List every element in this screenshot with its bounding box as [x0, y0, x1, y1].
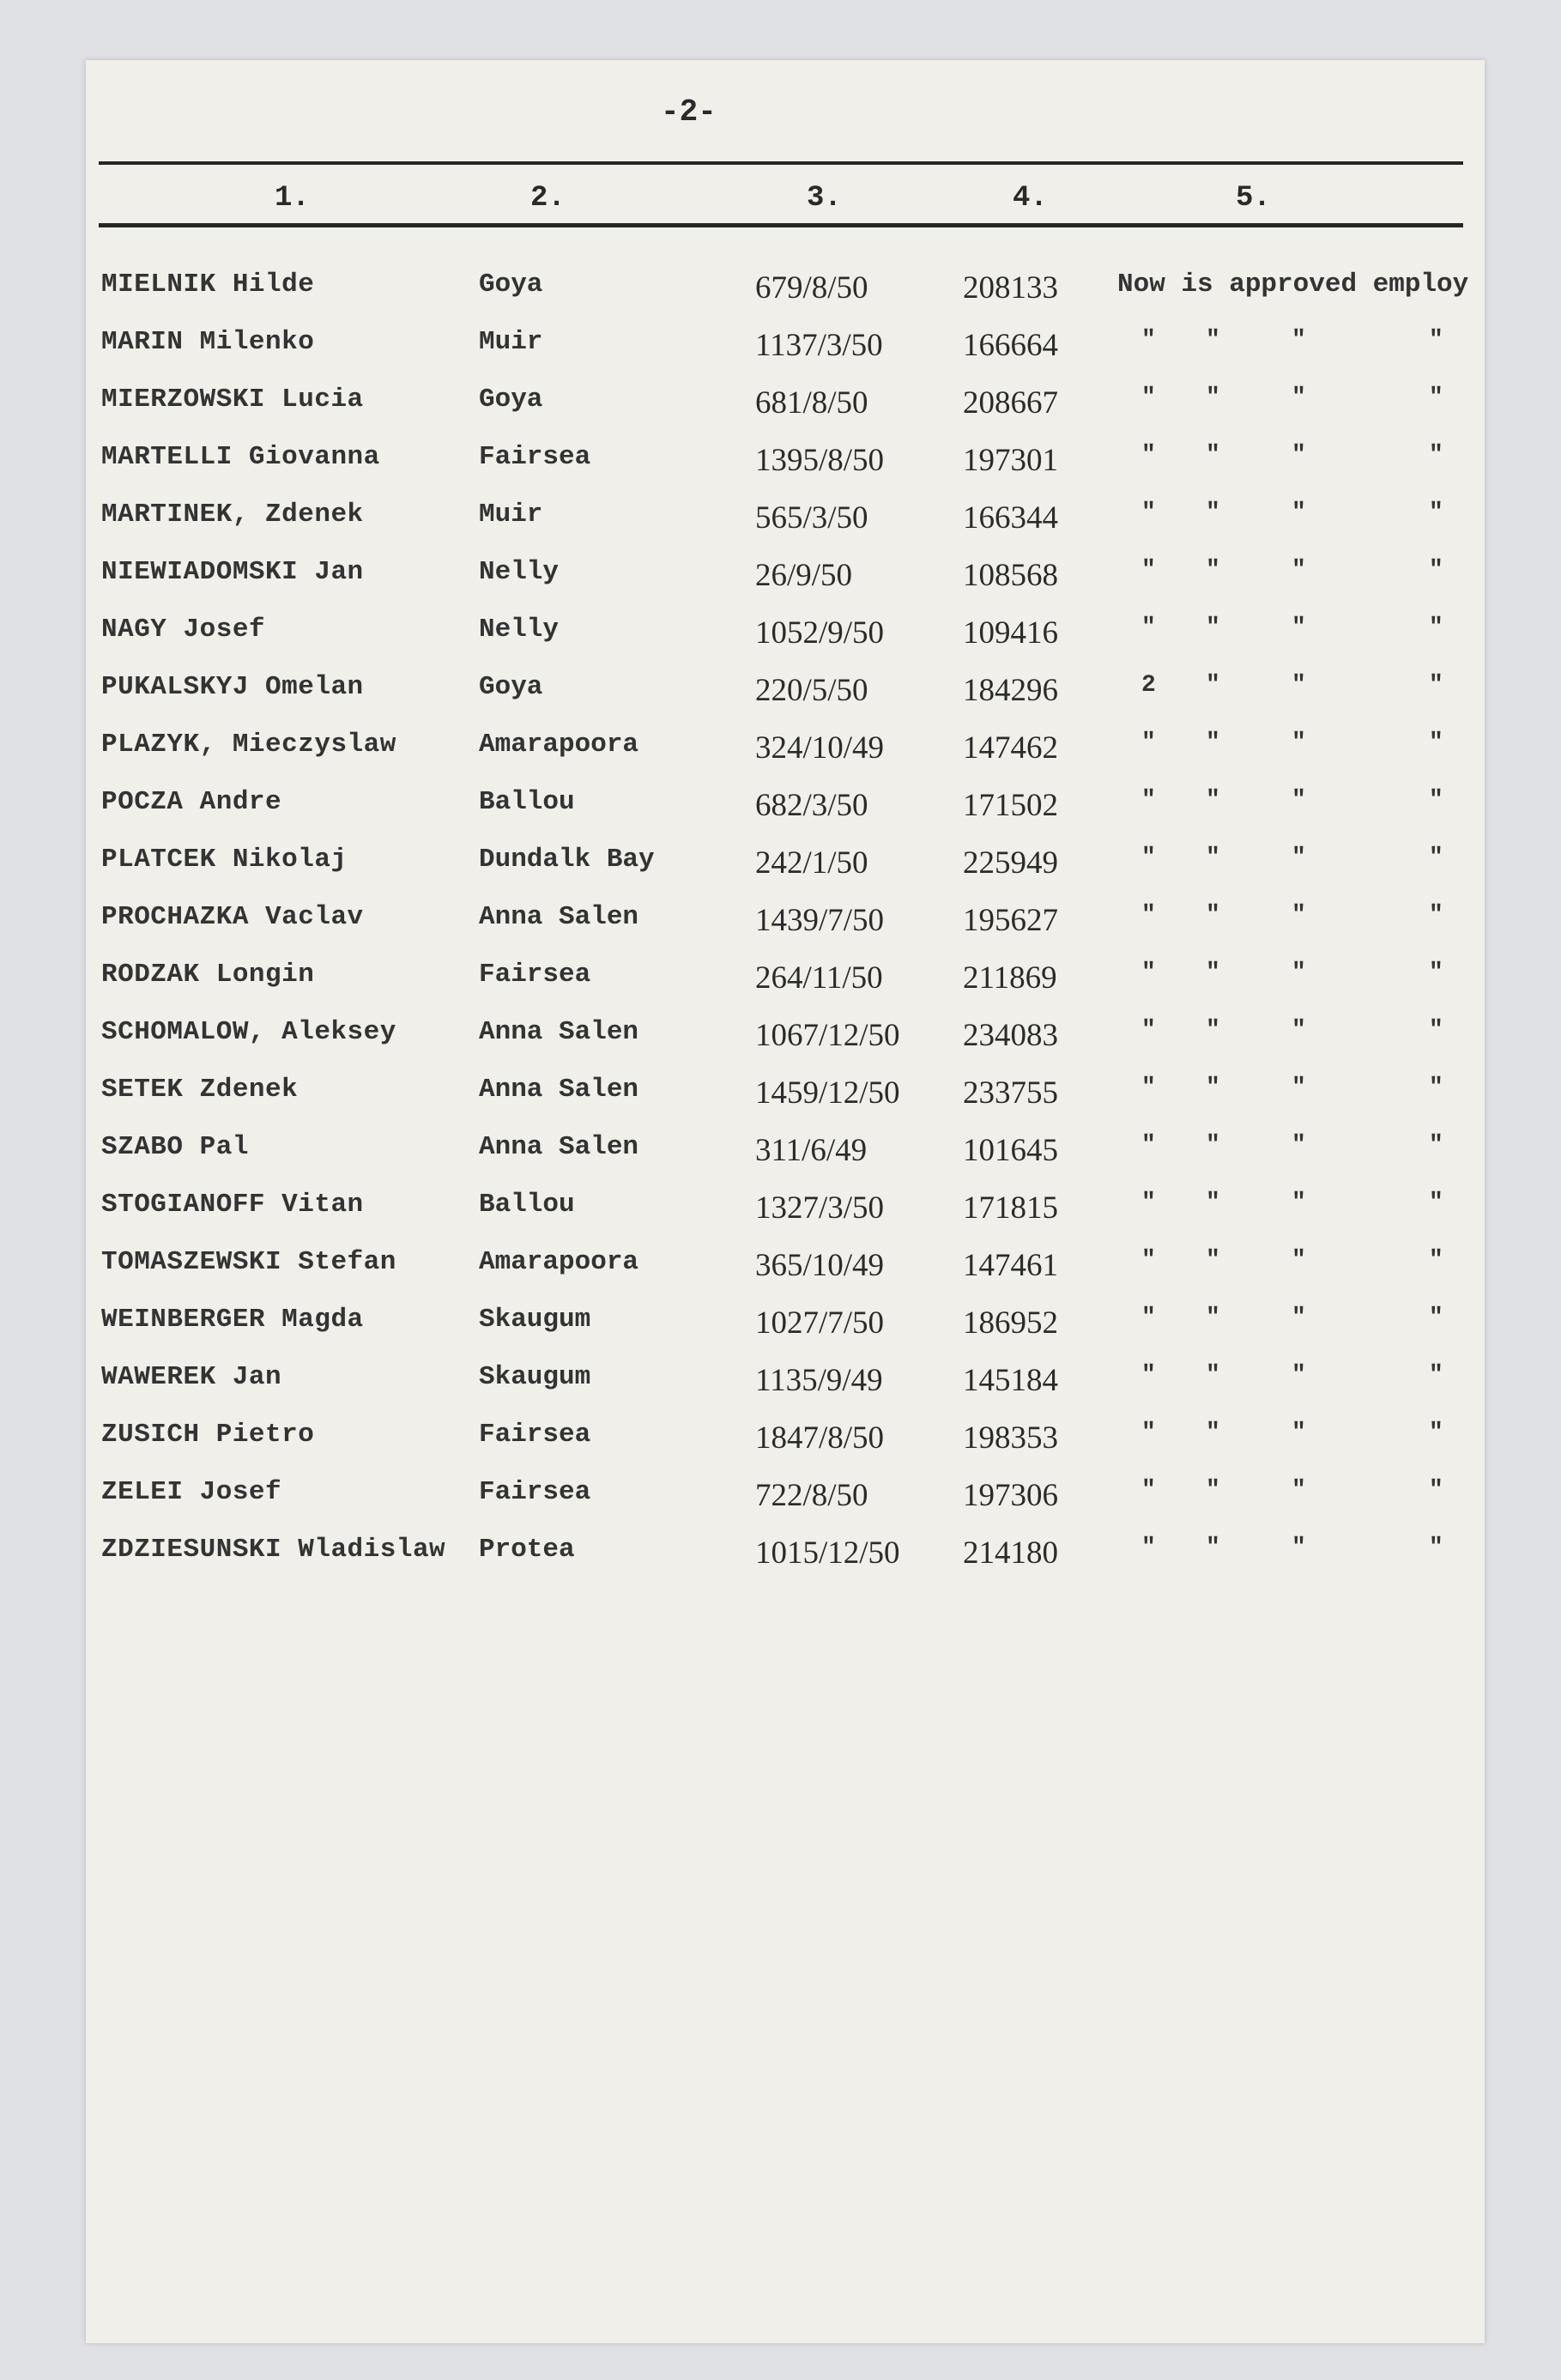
person-name: ZDZIESUNSKI Wladislaw	[101, 1535, 446, 1565]
status-ditto-mark: "	[1429, 500, 1443, 526]
registration-number: 184296	[963, 673, 1058, 708]
registration-number: 171815	[963, 1190, 1058, 1226]
reference-number: 1395/8/50	[755, 443, 885, 478]
person-name: MIELNIK Hilde	[101, 269, 315, 300]
status-ditto-mark: "	[1141, 1247, 1156, 1274]
status-ditto-mark: "	[1429, 1477, 1443, 1504]
table-row	[0, 1178, 1561, 1234]
reference-number: 1847/8/50	[755, 1420, 885, 1456]
reference-number: 679/8/50	[755, 270, 868, 306]
status-ditto-mark: "	[1429, 1017, 1443, 1044]
status-ditto-mark: "	[1141, 787, 1156, 814]
status-ditto-mark: "	[1429, 672, 1443, 699]
person-name: NAGY Josef	[101, 615, 266, 645]
person-name: MARTINEK, Zdenek	[101, 500, 364, 530]
status-ditto-mark: "	[1206, 557, 1220, 584]
table-row	[0, 1005, 1561, 1062]
registration-number: 198353	[963, 1420, 1058, 1456]
table-row	[0, 660, 1561, 717]
reference-number: 242/1/50	[755, 845, 868, 881]
status-ditto-mark: "	[1429, 615, 1443, 641]
status-ditto-mark: "	[1292, 1362, 1306, 1389]
status-ditto-mark: "	[1206, 1132, 1220, 1159]
reference-number: 1327/3/50	[755, 1190, 885, 1226]
table-row	[0, 890, 1561, 947]
reference-number: 1015/12/50	[755, 1535, 900, 1571]
ship-name: Anna Salen	[479, 1017, 639, 1047]
status-ditto-mark: "	[1141, 1535, 1156, 1561]
status-ditto-mark: "	[1429, 730, 1443, 756]
status-ditto-mark: "	[1141, 1075, 1156, 1101]
status-ditto-mark: "	[1141, 1420, 1156, 1446]
status-ditto-mark: "	[1292, 1132, 1306, 1159]
status-ditto-mark: "	[1429, 557, 1443, 584]
status-ditto-mark: "	[1292, 557, 1306, 584]
status-ditto-mark: "	[1141, 960, 1156, 986]
registration-number: 195627	[963, 903, 1058, 938]
table-row	[0, 430, 1561, 487]
person-name: NIEWIADOMSKI Jan	[101, 557, 364, 587]
status-ditto-mark: "	[1292, 1190, 1306, 1216]
ship-name: Nelly	[479, 557, 560, 587]
person-name: SZABO Pal	[101, 1132, 249, 1162]
reference-number: 264/11/50	[755, 960, 883, 996]
registration-number: 171502	[963, 788, 1058, 823]
reference-number: 1067/12/50	[755, 1018, 900, 1053]
ship-name: Dundalk Bay	[479, 845, 655, 875]
table-row	[0, 948, 1561, 1004]
ship-name: Amarapoora	[479, 1247, 639, 1277]
reference-number: 220/5/50	[755, 673, 868, 708]
status-ditto-mark: "	[1206, 1420, 1220, 1446]
column-header-4: 4.	[1013, 182, 1048, 215]
ship-name: Muir	[479, 500, 543, 530]
status-ditto-mark: "	[1141, 902, 1156, 929]
status-ditto-mark: "	[1141, 1362, 1156, 1389]
status-ditto-mark: "	[1292, 1535, 1306, 1561]
status-ditto-mark: "	[1429, 1362, 1443, 1389]
reference-number: 1052/9/50	[755, 615, 885, 651]
status-ditto-mark: "	[1206, 385, 1220, 411]
ship-name: Ballou	[479, 787, 575, 817]
status-ditto-mark: "	[1206, 615, 1220, 641]
registration-number: 166344	[963, 500, 1058, 536]
person-name: MARTELLI Giovanna	[101, 442, 380, 472]
registration-number: 233755	[963, 1075, 1058, 1111]
status-ditto-mark: "	[1292, 960, 1306, 986]
registration-number: 225949	[963, 845, 1058, 881]
registration-number: 211869	[963, 960, 1057, 996]
registration-number: 208667	[963, 385, 1058, 421]
status-ditto-mark: "	[1429, 1247, 1443, 1274]
status-ditto-mark: "	[1206, 845, 1220, 871]
status-ditto-mark: "	[1141, 1305, 1156, 1331]
table-row	[0, 1465, 1561, 1522]
status-ditto-mark: "	[1141, 327, 1156, 354]
reference-number: 1459/12/50	[755, 1075, 900, 1111]
status-ditto-mark: "	[1292, 1305, 1306, 1331]
status-ditto-mark: "	[1206, 1305, 1220, 1331]
status-ditto-mark: "	[1206, 1477, 1220, 1504]
ship-name: Goya	[479, 385, 543, 415]
table-row	[0, 775, 1561, 832]
ship-name: Anna Salen	[479, 1132, 639, 1162]
column-header-5: 5.	[1236, 182, 1271, 215]
reference-number: 1027/7/50	[755, 1305, 885, 1341]
status-ditto-mark: "	[1141, 557, 1156, 584]
person-name: SETEK Zdenek	[101, 1075, 299, 1105]
person-name: PLAZYK, Mieczyslaw	[101, 730, 396, 760]
registration-number: 101645	[963, 1133, 1058, 1168]
status-ditto-mark: "	[1429, 960, 1443, 986]
status-ditto-mark: "	[1292, 327, 1306, 354]
ship-name: Anna Salen	[479, 902, 639, 932]
person-name: STOGIANOFF Vitan	[101, 1190, 364, 1220]
status-ditto-mark: 2	[1141, 672, 1156, 699]
ship-name: Amarapoora	[479, 730, 639, 760]
header-top-rule	[99, 161, 1463, 165]
ship-name: Fairsea	[479, 1420, 591, 1450]
table-row	[0, 545, 1561, 602]
status-ditto-mark: "	[1206, 787, 1220, 814]
table-row	[0, 1408, 1561, 1464]
reference-number: 365/10/49	[755, 1248, 885, 1283]
ship-name: Fairsea	[479, 1477, 591, 1507]
status-ditto-mark: "	[1206, 442, 1220, 469]
registration-number: 208133	[963, 270, 1058, 306]
status-ditto-mark: "	[1141, 1017, 1156, 1044]
ship-name: Anna Salen	[479, 1075, 639, 1105]
column-header-3: 3.	[807, 182, 842, 215]
status-ditto-mark: "	[1292, 500, 1306, 526]
status-ditto-mark: "	[1206, 1362, 1220, 1389]
reference-number: 682/3/50	[755, 788, 868, 823]
table-row	[0, 1350, 1561, 1407]
status-ditto-mark: "	[1429, 1305, 1443, 1331]
person-name: ZUSICH Pietro	[101, 1420, 315, 1450]
ship-name: Goya	[479, 672, 543, 702]
column-header-1: 1.	[275, 182, 310, 215]
registration-number: 108568	[963, 558, 1058, 593]
status-ditto-mark: "	[1429, 327, 1443, 354]
status-ditto-mark: "	[1292, 730, 1306, 756]
person-name: PROCHAZKA Vaclav	[101, 902, 364, 932]
ship-name: Fairsea	[479, 442, 591, 472]
registration-number: 197301	[963, 443, 1058, 478]
status-ditto-mark: "	[1292, 1017, 1306, 1044]
table-row	[0, 833, 1561, 889]
person-name: TOMASZEWSKI Stefan	[101, 1247, 396, 1277]
status-ditto-mark: "	[1292, 902, 1306, 929]
header-bottom-rule	[99, 223, 1463, 227]
registration-number: 166664	[963, 328, 1058, 363]
ship-name: Goya	[479, 269, 543, 300]
person-name: MIERZOWSKI Lucia	[101, 385, 364, 415]
status-ditto-mark: "	[1292, 615, 1306, 641]
status-ditto-mark: "	[1206, 327, 1220, 354]
registration-number: 147461	[963, 1248, 1058, 1283]
status-ditto-mark: "	[1141, 1132, 1156, 1159]
person-name: SCHOMALOW, Aleksey	[101, 1017, 396, 1047]
status-ditto-mark: "	[1292, 442, 1306, 469]
status-ditto-mark: "	[1141, 385, 1156, 411]
status-ditto-mark: "	[1292, 672, 1306, 699]
reference-number: 722/8/50	[755, 1478, 868, 1513]
table-row	[0, 315, 1561, 372]
table-row	[0, 372, 1561, 429]
person-name: RODZAK Longin	[101, 960, 315, 990]
reference-number: 1135/9/49	[755, 1363, 883, 1398]
registration-number: 197306	[963, 1478, 1058, 1513]
status-ditto-mark: "	[1429, 1535, 1443, 1561]
status-ditto-mark: "	[1141, 1477, 1156, 1504]
registration-number: 234083	[963, 1018, 1058, 1053]
status-ditto-mark: "	[1429, 385, 1443, 411]
table-row	[0, 488, 1561, 544]
registration-number: 186952	[963, 1305, 1058, 1341]
status-ditto-mark: "	[1141, 615, 1156, 641]
status-ditto-mark: "	[1206, 1075, 1220, 1101]
person-name: MARIN Milenko	[101, 327, 315, 357]
table-row	[0, 1120, 1561, 1177]
ship-name: Ballou	[479, 1190, 575, 1220]
status-ditto-mark: "	[1206, 902, 1220, 929]
status-ditto-mark: "	[1429, 787, 1443, 814]
status-ditto-mark: "	[1141, 730, 1156, 756]
table-row	[0, 1293, 1561, 1349]
status-ditto-mark: "	[1206, 1190, 1220, 1216]
status-ditto-mark: "	[1141, 1190, 1156, 1216]
status-ditto-mark: "	[1292, 1420, 1306, 1446]
status-ditto-mark: "	[1292, 787, 1306, 814]
reference-number: 311/6/49	[755, 1133, 868, 1168]
reference-number: 324/10/49	[755, 730, 885, 766]
status-ditto-mark: "	[1206, 960, 1220, 986]
reference-number: 565/3/50	[755, 500, 868, 536]
status-ditto-mark: "	[1141, 442, 1156, 469]
person-name: PLATCEK Nikolaj	[101, 845, 348, 875]
status-ditto-mark: "	[1206, 1017, 1220, 1044]
status-ditto-mark: "	[1206, 500, 1220, 526]
reference-number: 681/8/50	[755, 385, 868, 421]
person-name: WEINBERGER Magda	[101, 1305, 364, 1335]
reference-number: 1137/3/50	[755, 328, 883, 363]
ship-name: Protea	[479, 1535, 575, 1565]
status-ditto-mark: "	[1292, 1075, 1306, 1101]
registration-number: 214180	[963, 1535, 1058, 1571]
ship-name: Skaugum	[479, 1305, 591, 1335]
person-name: ZELEI Josef	[101, 1477, 282, 1507]
page-number: -2-	[661, 94, 717, 130]
status-ditto-mark: "	[1429, 1420, 1443, 1446]
table-row	[0, 1523, 1561, 1579]
table-row	[0, 1063, 1561, 1119]
ship-name: Nelly	[479, 615, 560, 645]
status-ditto-mark: "	[1429, 442, 1443, 469]
status-ditto-mark: "	[1429, 902, 1443, 929]
status-ditto-mark: "	[1206, 730, 1220, 756]
person-name: POCZA Andre	[101, 787, 282, 817]
status-ditto-mark: "	[1141, 845, 1156, 871]
status-ditto-mark: "	[1292, 1477, 1306, 1504]
registration-number: 145184	[963, 1363, 1058, 1398]
status-ditto-mark: "	[1292, 1247, 1306, 1274]
status-ditto-mark: "	[1429, 845, 1443, 871]
ship-name: Skaugum	[479, 1362, 591, 1392]
table-row	[0, 603, 1561, 659]
status-ditto-mark: "	[1429, 1132, 1443, 1159]
person-name: PUKALSKYJ Omelan	[101, 672, 364, 702]
column-header-2: 2.	[530, 182, 566, 215]
ship-name: Muir	[479, 327, 543, 357]
person-name: WAWEREK Jan	[101, 1362, 282, 1392]
ship-name: Fairsea	[479, 960, 591, 990]
status-ditto-mark: "	[1292, 385, 1306, 411]
table-row	[0, 257, 1561, 314]
registration-number: 109416	[963, 615, 1058, 651]
status-ditto-mark: "	[1141, 500, 1156, 526]
status-ditto-mark: "	[1429, 1190, 1443, 1216]
status-ditto-mark: "	[1206, 1535, 1220, 1561]
reference-number: 1439/7/50	[755, 903, 885, 938]
registration-number: 147462	[963, 730, 1058, 766]
status-text: Now is approved employ	[1117, 269, 1469, 300]
status-ditto-mark: "	[1292, 845, 1306, 871]
table-row	[0, 718, 1561, 774]
status-ditto-mark: "	[1429, 1075, 1443, 1101]
status-ditto-mark: "	[1206, 1247, 1220, 1274]
status-ditto-mark: "	[1206, 672, 1220, 699]
table-row	[0, 1235, 1561, 1292]
reference-number: 26/9/50	[755, 558, 853, 593]
